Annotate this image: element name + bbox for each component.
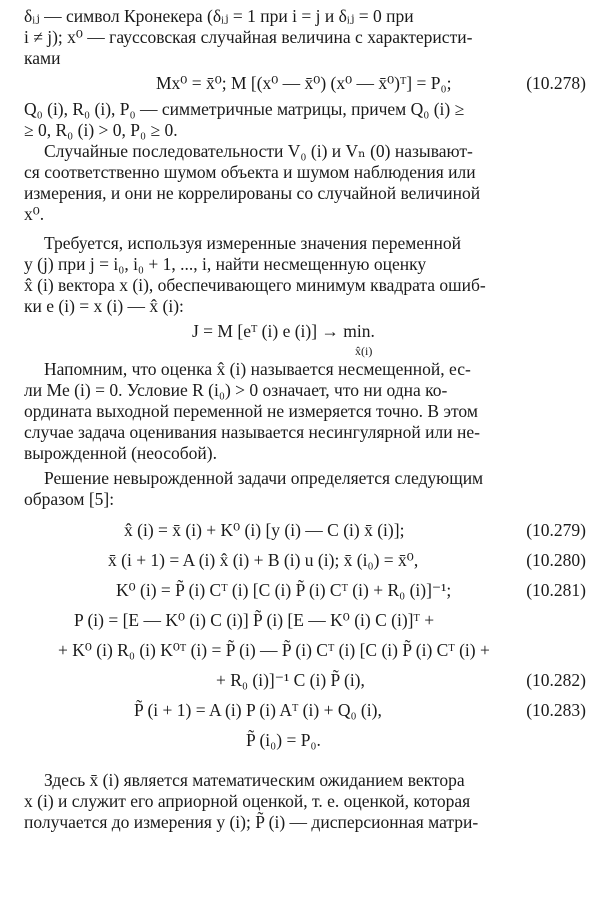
equation-body: J = M [eᵀ (i) e (i)] → min. xyxy=(192,321,375,341)
equation-criterion xyxy=(24,317,586,359)
equation-10-279 xyxy=(24,516,586,546)
text-line: Q₀ (i), R₀ (i), P₀ — симметричные матрицы, причем Q₀ (i) ≥ xyxy=(24,99,465,119)
text-line: получается до измерения y (i); P̃ (i) — дисперсионная матри- xyxy=(24,812,479,832)
text-line: Решение невырожденной задачи определяется следующим xyxy=(44,468,484,488)
text-line: Напомним, что оценка x̂ (i) называется несмещенной, ес- xyxy=(44,359,471,379)
text-line: ками xyxy=(24,48,61,68)
text-line: Требуется, используя измеренные значения переменной xyxy=(44,233,461,253)
equation-10-282-line2 xyxy=(24,636,586,666)
text-line: Случайные последовательности V₀ (i) и Vₙ (0) называют- xyxy=(44,141,473,161)
text-line: образом [5]: xyxy=(24,489,115,509)
equation-body: + K⁰ (i) R₀ (i) K⁰ᵀ (i) = P̃ (i) — P̃ (i) Cᵀ (i) [C (i) P̃ (i) Cᵀ (i) + xyxy=(58,640,490,660)
equation-subscript: x̂(i) xyxy=(355,344,373,358)
equation-10-281 xyxy=(24,576,586,606)
text-line: ордината выходной переменной не измеряется точно. В этом xyxy=(24,401,478,421)
text-line: Здесь x̄ (i) является математическим ожиданием вектора xyxy=(44,770,465,790)
equation-number: (10.280) xyxy=(526,550,586,570)
text-line: δᵢⱼ — символ Кронекера (δᵢⱼ = 1 при i = j и δᵢⱼ = 0 при xyxy=(24,6,414,26)
equation-10-282-line1 xyxy=(24,606,586,636)
equation-body: Mx⁰ = x̄⁰; M [(x⁰ — x̄⁰) (x⁰ — x̄⁰)ᵀ] = P₀; xyxy=(156,73,452,93)
equation-body: P̃ (i₀) = P₀. xyxy=(246,730,321,750)
text-line: y (j) при j = i₀, i₀ + 1, ..., i, найти несмещенную оценку xyxy=(24,254,427,274)
text-line: ли Me (i) = 0. Условие R (i₀) > 0 означает, что ни одна ко- xyxy=(24,380,448,400)
equation-body: P̃ (i + 1) = A (i) P (i) Aᵀ (i) + Q₀ (i), xyxy=(134,700,382,720)
equation-body: x̂ (i) = x̄ (i) + K⁰ (i) [y (i) — C (i) x̄ (i)]; xyxy=(124,520,405,540)
equation-10-283 xyxy=(24,696,586,726)
text-line: x⁰. xyxy=(24,204,45,224)
text-line: ки e (i) = x (i) — x̂ (i): xyxy=(24,296,184,316)
equation-10-278 xyxy=(24,69,586,99)
text-line: измерения, и они не коррелированы со случайной величиной xyxy=(24,183,481,203)
text-line: ≥ 0, R₀ (i) > 0, P₀ ≥ 0. xyxy=(24,120,178,140)
equation-number: (10.283) xyxy=(526,700,586,720)
text-line: ся соответственно шумом объекта и шумом наблюдения или xyxy=(24,162,476,182)
equation-10-280 xyxy=(24,546,586,576)
text-line: вырожденной (неособой). xyxy=(24,443,217,463)
text-line: x (i) и служит его априорной оценкой, т. е. оценкой, которая xyxy=(24,791,471,811)
equation-number: (10.282) xyxy=(526,670,586,690)
equation-10-284 xyxy=(24,726,586,756)
equation-body: + R₀ (i)]⁻¹ C (i) P̃ (i), xyxy=(216,670,365,690)
equation-body: K⁰ (i) = P̃ (i) Cᵀ (i) [C (i) P̃ (i) Cᵀ (i) + R₀ (i)]⁻¹; xyxy=(116,580,452,600)
text-line: x̂ (i) вектора x (i), обеспечивающего минимум квадрата ошиб- xyxy=(24,275,486,295)
equation-10-282-line3 xyxy=(24,666,586,696)
text-line: i ≠ j); x⁰ — гауссовская случайная величина с характеристи- xyxy=(24,27,473,47)
equation-body: x̄ (i + 1) = A (i) x̂ (i) + B (i) u (i); x̄ (i₀) = x̄⁰, xyxy=(108,550,419,570)
equation-number: (10.278) xyxy=(526,73,586,93)
text-line: случае задача оценивания называется несингулярной или не- xyxy=(24,422,480,442)
equation-number: (10.281) xyxy=(526,580,586,600)
equation-number: (10.279) xyxy=(526,520,586,540)
equation-body: P (i) = [E — K⁰ (i) C (i)] P̃ (i) [E — K⁰ (i) C (i)]ᵀ + xyxy=(74,610,435,630)
